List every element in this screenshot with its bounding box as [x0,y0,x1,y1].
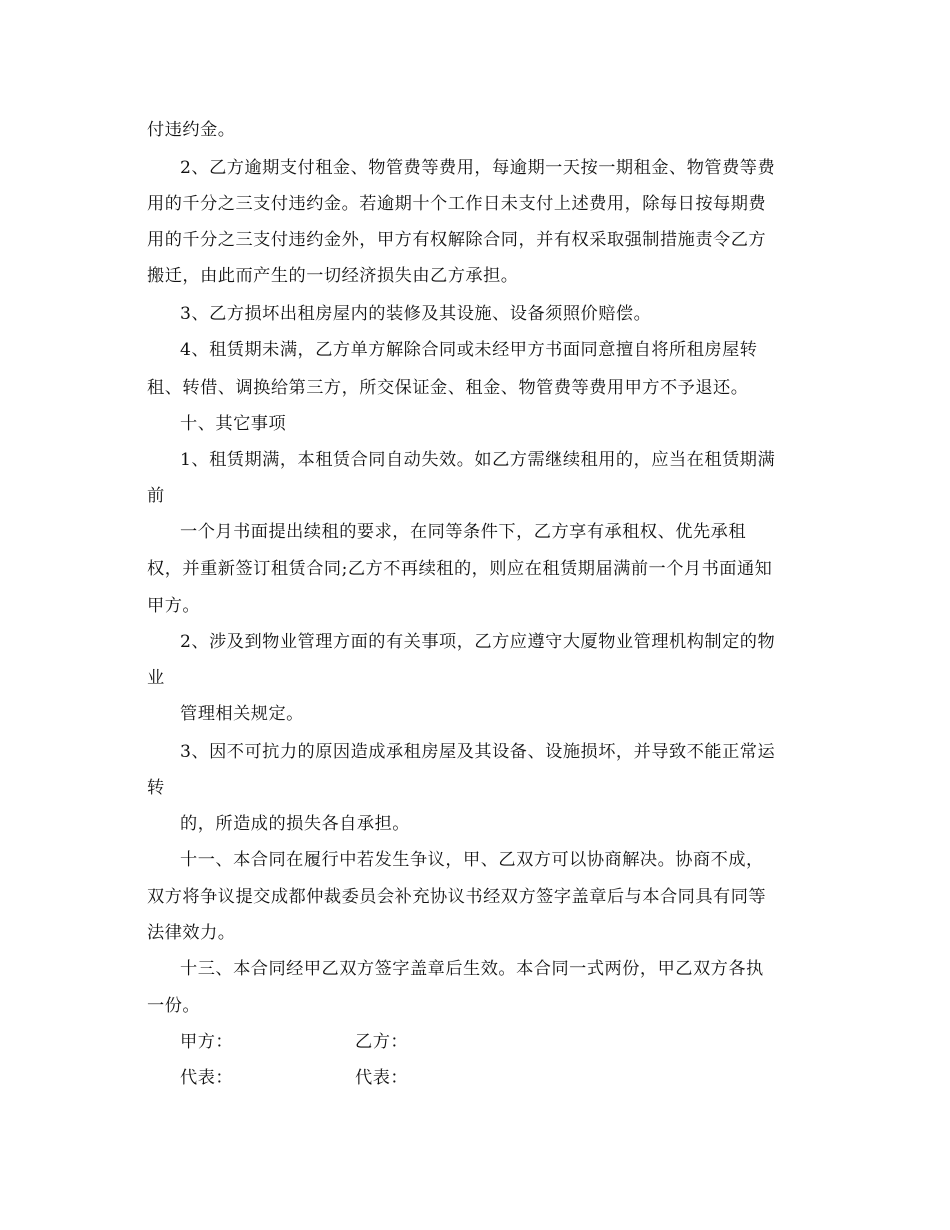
party-b-label: 乙方： [355,1032,409,1052]
text-line-23: 法律效力。 [147,923,236,943]
text-line-20: 的，所造成的损失各自承担。 [180,814,410,834]
text-line-14: 甲方。 [147,596,201,616]
text-line-15: 2、涉及到物业管理方面的有关事项，乙方应遵守大厦物业管理机构制定的物 [180,632,776,652]
text-line-18: 3、因不可抗力的原因造成承租房屋及其设备、设施损坏，并导致不能正常运 [180,742,776,762]
text-line-4: 用的千分之三支付违约金外，甲方有权解除合同，并有权采取强制措施责令乙方 [147,230,767,250]
text-line-1: 付违约金。 [147,120,236,140]
rep-b-label: 代表： [355,1068,409,1088]
text-line-7: 4、租赁期未满，乙方单方解除合同或未经甲方书面同意擅自将所租房屋转 [180,340,758,360]
text-line-8: 租、转借、调换给第三方，所交保证金、租金、物管费等费用甲方不予退还。 [147,378,749,398]
text-line-24: 十三、本合同经甲乙双方签字盖章后生效。本合同一式两份，甲乙双方各执 [180,959,764,979]
rep-a-label: 代表： [180,1068,234,1088]
text-line-22: 双方将争议提交成都仲裁委员会补充协议书经双方签字盖章后与本合同具有同等 [147,887,767,907]
text-line-19: 转 [147,778,165,798]
text-line-12: 一个月书面提出续租的要求，在同等条件下，乙方享有承租权、优先承租 [180,522,747,542]
party-a-label: 甲方： [180,1032,234,1052]
text-line-17: 管理相关规定。 [180,704,304,724]
text-line-21: 十一、本合同在履行中若发生争议，甲、乙双方可以协商解决。协商不成， [180,850,764,870]
text-line-6: 3、乙方损坏出租房屋内的装修及其设施、设备须照价赔偿。 [180,304,652,324]
text-line-16: 业 [147,668,165,688]
text-line-11: 前 [147,486,165,506]
text-line-13: 权，并重新签订租赁合同;乙方不再续租的，则应在租赁期届满前一个月书面通知 [147,559,773,579]
text-line-10: 1、租赁期满，本租赁合同自动失效。如乙方需继续租用的，应当在租赁期满 [180,450,776,470]
text-line-3: 用的千分之三支付违约金。若逾期十个工作日未支付上述费用，除每日按每期费 [147,194,767,214]
section-heading: 十、其它事项 [180,414,287,434]
text-line-2: 2、乙方逾期支付租金、物管费等费用，每逾期一天按一期租金、物管费等费 [180,158,776,178]
text-line-5: 搬迁，由此而产生的一切经济损失由乙方承担。 [147,266,519,286]
text-line-25: 一份。 [147,996,201,1016]
